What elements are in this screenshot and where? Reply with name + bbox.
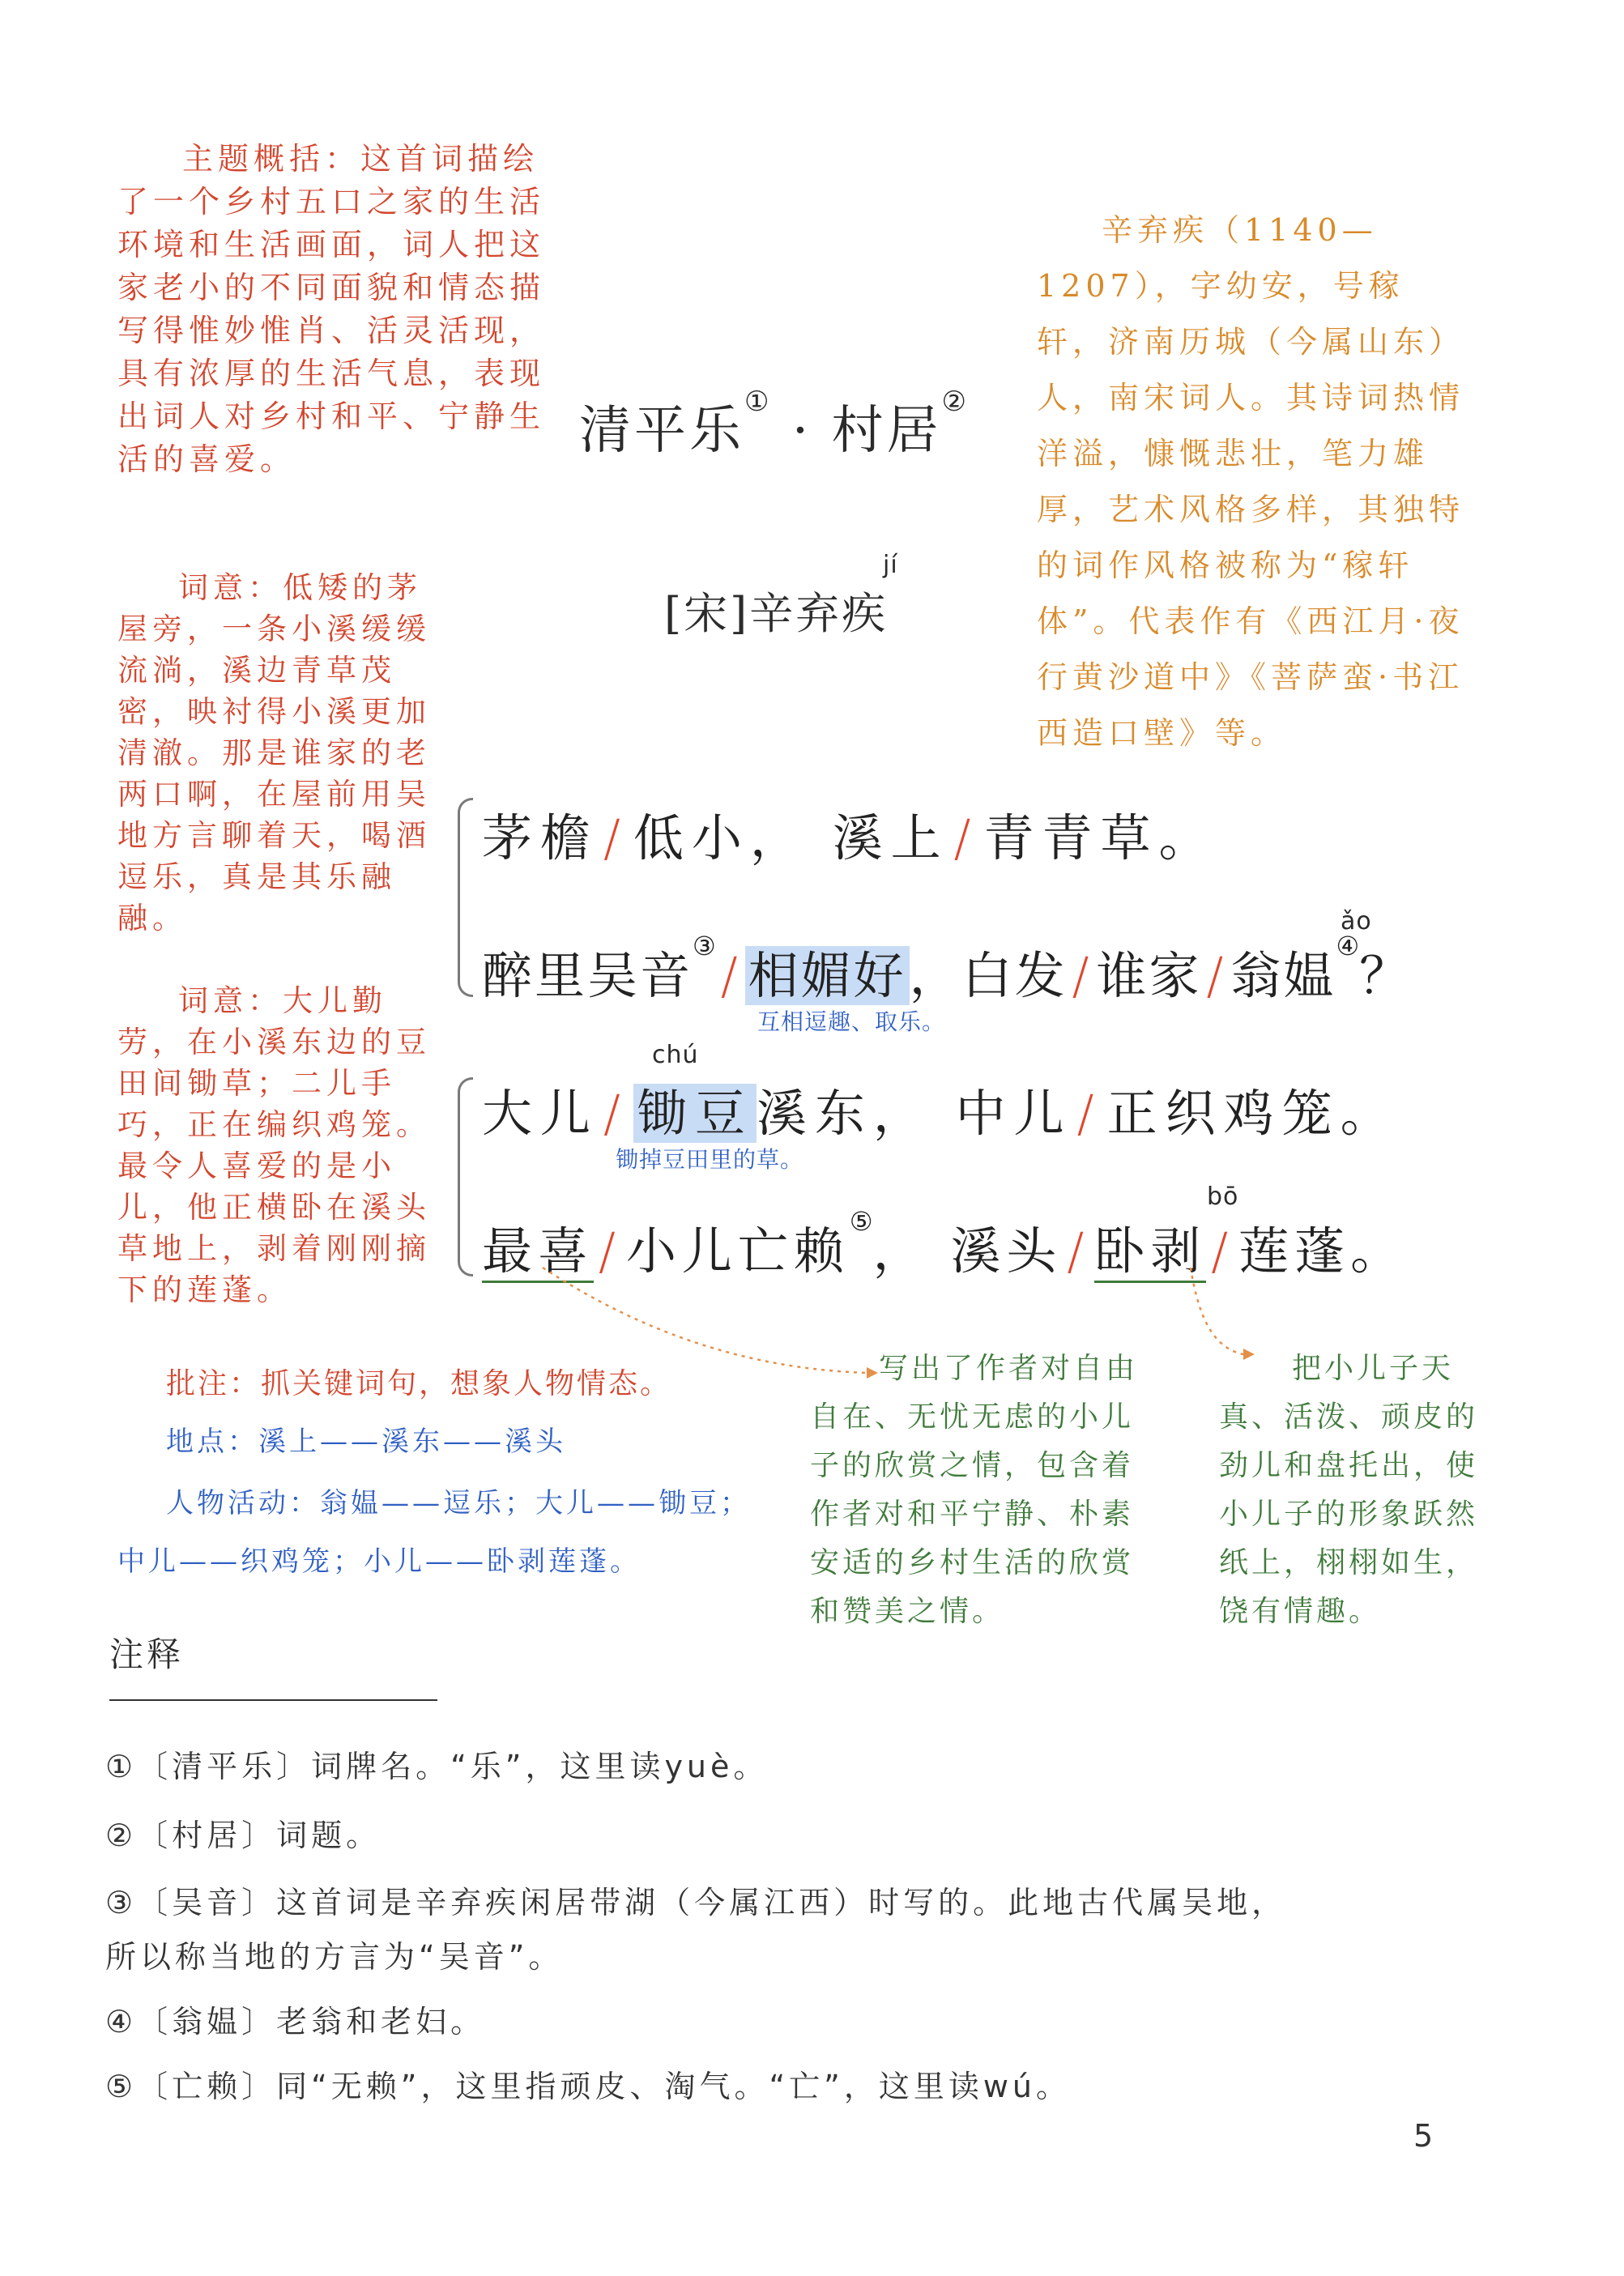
phrase-zuiliwuyin: 醉里吴音 [482,946,693,1005]
phrase-xiangmeihao: 相媚好 [745,946,910,1005]
pinyin-chu: chú [652,1041,699,1069]
pizhu-annotation: 批注：抓关键词句，想象人物情态。 [166,1367,672,1400]
phrase-zhonger: 中儿 [955,1084,1072,1143]
question-mark: ？ [1359,946,1413,1005]
phrase-zuixi: 最喜 [482,1221,594,1283]
phrase-qingqingcao: 青青草。 [983,808,1217,867]
comment-zuixi: 写出了作者对自由自在、无忧无虑的小儿子的欣赏之情，包含着作者对和平宁静、朴素安适的乡村生活的欣赏和赞美之情。 [810,1352,1139,1628]
phrase-wengao: 翁媪 [1230,946,1336,1005]
title-note-1: ① [744,386,773,418]
phrase-xishang: 溪上 [832,808,949,867]
poem-author [664,579,888,641]
phrase-zhengzhijilong: 正织鸡笼。 [1106,1084,1399,1143]
phrase-maoyan: 茅檐 [482,808,599,867]
slash: / [599,1221,621,1281]
note-1: ①〔清平乐〕词牌名。“乐”，这里读yuè。 [105,1749,769,1784]
slash: / [953,808,979,867]
title-dot: · [791,401,812,461]
title-main: 清平乐 [579,401,744,461]
slash: / [1206,946,1226,1005]
note-3-cont: 所以称当地的方言为“吴音”。 [105,1939,564,1975]
slash: / [1211,1221,1234,1281]
activity-annotation: 人物活动：翁媪——逗乐；大儿——锄豆；中儿——织鸡笼；小儿——卧剥莲蓬。 [117,1487,751,1578]
phrase-chudou: 锄豆 [633,1084,757,1143]
slash: / [1076,1084,1102,1143]
slash: / [1072,946,1092,1005]
phrase-lianpeng: 莲蓬。 [1238,1221,1407,1281]
gloss-chudou: 锄掉豆田里的草。 [616,1146,804,1173]
arrow-wobo [1191,1268,1243,1354]
pinyin-bo: bō [1207,1183,1239,1211]
bracket-stanza-1 [458,798,473,997]
slash: / [603,1084,629,1143]
notes-divider [109,1699,437,1701]
phrase-baifa: ，白发 [909,946,1068,1005]
phrase-dixiao: 低小， [633,808,808,867]
place-annotation: 地点：溪上——溪东——溪头 [166,1426,566,1458]
note-ref-3: ③ [693,931,716,961]
phrase-shuijia: 谁家 [1096,946,1202,1005]
theme-summary: 主题概括：这首词描绘了一个乡村五口之家的生活环境和生活画面，词人把这家老小的不同面貌和情态描写得惟妙惟肖、活灵活现，具有浓厚的生活气息，表现出词人对乡村和平、宁静生活的喜爱。 [117,141,546,477]
author-bio: 辛弃疾（1140—1207），字幼安，号稼轩，济南历城（今属山东）人，南宋词人。其诗词热情洋溢，慷慨悲壮，笔力雄厚，艺术风格多样，其独特的词作风格被称为“稼轩体”。代表作有《西江月·夜行黄沙道中》《菩萨蛮·书江西造口壁》等。 [1037,212,1465,751]
phrase-wobo: 卧剥 [1094,1221,1206,1283]
poem-line-3 [482,1073,1399,1145]
bracket-stanza-2 [458,1077,473,1277]
author-dynasty: [宋] [664,588,750,639]
poem-line-1 [482,798,1217,870]
page-number: 5 [1413,2118,1434,2154]
note-ref-4: ④ [1336,931,1360,961]
slash: / [720,946,740,1005]
phrase-xitou: 溪头 [950,1221,1063,1281]
author-name: 辛弃疾 [749,588,889,639]
pinyin-ji: jí [883,551,898,579]
comment-wobo: 把小儿子天真、活泼、顽皮的劲儿和盘托出，使小儿子的形象跃然纸上，栩栩如生，饶有情趣。 [1219,1352,1479,1628]
note-4: ④〔翁媪〕老翁和老妇。 [105,2004,486,2039]
notes-title: 注释 [109,1635,185,1674]
slash: / [1067,1221,1090,1281]
poem-title [579,386,970,463]
title-sub: 村居 [831,401,942,461]
meaning-annotation-2: 词意：大儿勤劳，在小溪东边的豆田间锄草；二儿手巧，正在编织鸡笼。最令人喜爱的是小儿，他正横卧在溪头草地上，剥着刚刚摘下的莲蓬。 [117,983,431,1307]
note-3: ③〔吴音〕这首词是辛弃疾闲居带湖（今属江西）时写的。此地古代属吴地， [105,1885,1287,1920]
poem-line-2 [482,931,1413,1008]
comma: ， [872,1221,929,1281]
meaning-annotation-1: 词意：低矮的茅屋旁，一条小溪缓缓流淌，溪边青草茂密，映衬得小溪更加清澈。那是谁家的老两口啊，在屋前用吴地方言聊着天，喝酒逗乐，真是其乐融融。 [117,570,431,936]
phrase-daer: 大儿 [482,1084,599,1143]
pinyin-ao: ǎo [1341,907,1372,936]
slash: / [603,808,629,867]
phrase-xiaoerwulai: 小儿亡赖 [625,1221,850,1281]
note-5: ⑤〔亡赖〕同“无赖”，这里指顽皮、淘气。“亡”，这里读wú。 [105,2069,1071,2104]
note-ref-5: ⑤ [849,1206,873,1237]
note-2: ②〔村居〕词题。 [105,1818,381,1853]
title-note-2: ② [941,386,970,418]
phrase-xidong: 溪东， [756,1084,931,1143]
gloss-xiangmeihao: 互相逗趣、取乐。 [757,1008,946,1035]
